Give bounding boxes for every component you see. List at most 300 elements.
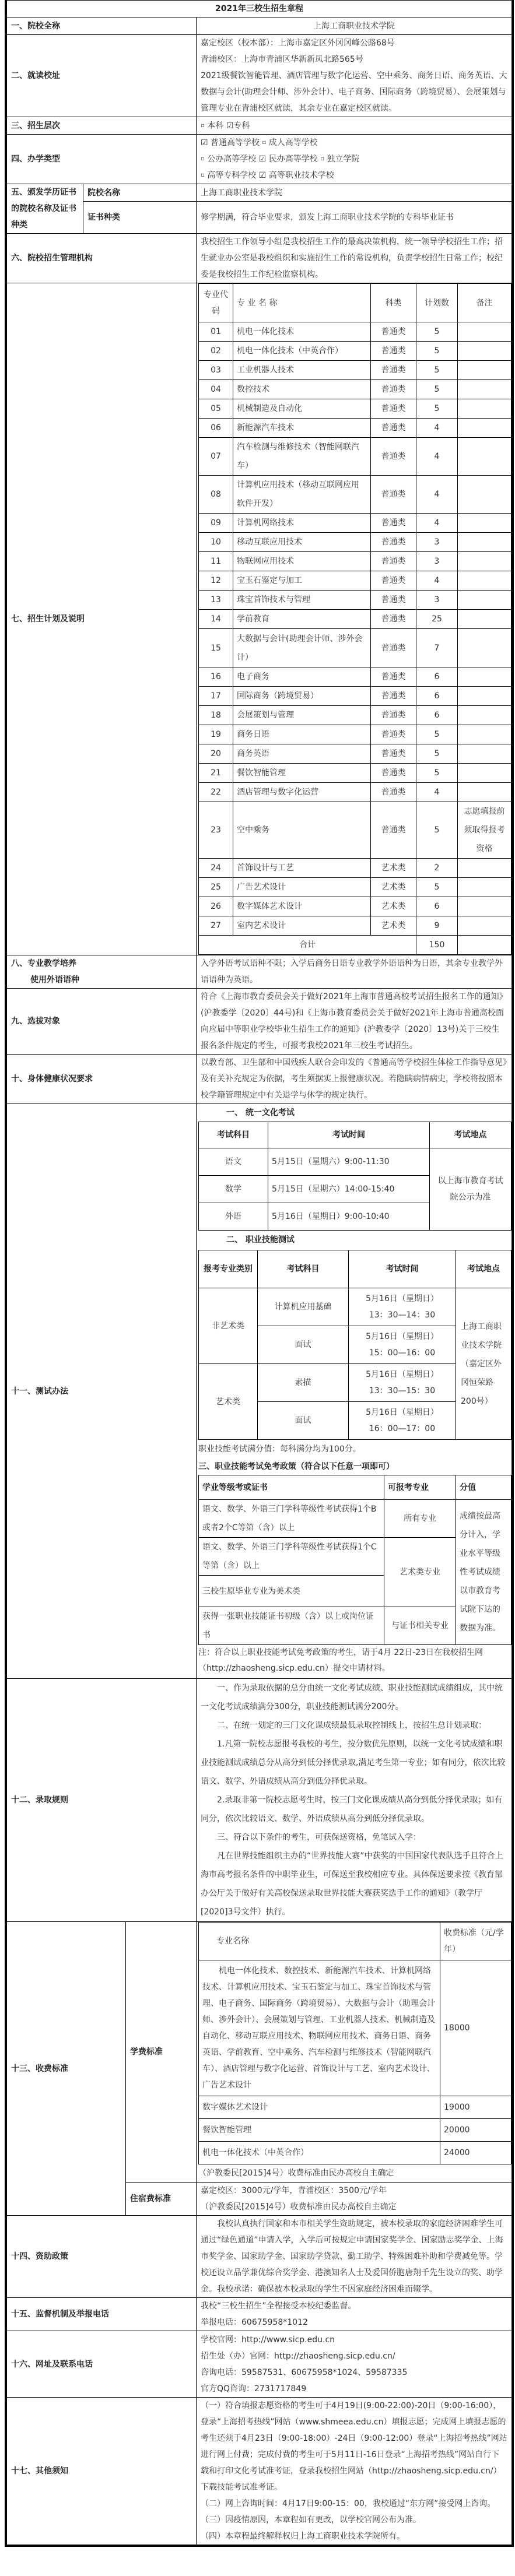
- exam-time: 5月15日（星期六）14:00-15:40: [268, 1176, 430, 1203]
- plan-code: 25: [199, 878, 233, 897]
- rule-para: 1.凡第一院校志愿报考我校的考生，按分数优先原则，以统一文化考试成绩和职业技能测试成绩总分从高分到低分择优录取,满足考生第一专业；如有同分，依次比较语文、数学、外语成绩从高分到低分择优录取。: [201, 1739, 506, 1786]
- part3-title: 三、职业技能考试免考政策（符合以下任意一项即可）: [198, 1462, 394, 1471]
- note-para: （一）符合填报志愿资格的考生可于4月19日(9:00-22:00)-20日（9:00-16:00），登录“上海招考热线”网站（www.shmeea.edu.cn）填报志愿；完成网上填报志愿的考生还须于4月23日（9:00-18:00）-24日（9:00-12:00）登录“上海招考热线”网站进行网上付费；完成付费的考生可于5月11日-16日登录“上海招考热线”网站自行下载和打印文化考试准考证，登录我校招生网站（http://zhaosheng.sicp.edu.cn/）下载技能考试准考证。: [201, 2401, 507, 2492]
- section-4-label: 四、办学类型: [7, 135, 197, 184]
- plan-code: 07: [199, 438, 233, 476]
- health-requirement-text: 以教育部、卫生部和中国残疾人联合会印发的《普通高等学校招生体检工作指导意见》及有关补充规定为依据，考生须据实上报健康状况。若隐瞒病情病史，学校将按照本校学籍管理规定中有关退学与休学的规定执行。: [197, 1055, 512, 1104]
- school-type: [197, 135, 512, 184]
- skill-subject: 计算机应用基础: [258, 1288, 349, 1326]
- plan-category: 普通类: [371, 380, 416, 399]
- plan-category: 普通类: [371, 591, 416, 610]
- plan-category: 普通类: [371, 342, 416, 361]
- enroll-level: [197, 117, 512, 135]
- plan-code: 18: [199, 706, 233, 725]
- plan-total-note: [458, 936, 512, 955]
- type-option: 民办高等学校: [268, 154, 318, 164]
- section-15-label: 十五、监督机制及举报电话: [7, 2298, 197, 2331]
- exempt-cond: 三校生原毕业专业为美术类: [199, 1576, 384, 1607]
- plan-row: [199, 514, 512, 533]
- col-header-code: 专业代码: [199, 284, 233, 322]
- exam-subject: 外语: [199, 1203, 268, 1231]
- official-qq: 官方QQ咨询：2731717849: [201, 2384, 307, 2394]
- plan-category: 普通类: [371, 419, 416, 438]
- plan-major-name: 电子商务: [233, 667, 371, 687]
- plan-code: 20: [199, 744, 233, 764]
- exam-header-time: 考试时间: [268, 1122, 430, 1148]
- plan-code: 04: [199, 380, 233, 399]
- exam-time: 5月15日（星期六）9:00-11:30: [268, 1148, 430, 1176]
- plan-category: 普通类: [371, 802, 416, 859]
- plan-major-name: 广告艺术设计: [233, 878, 371, 897]
- plan-category: 普通类: [371, 571, 416, 591]
- plan-major-name: 计算机应用技术（移动互联网应用软件开发）: [233, 476, 371, 514]
- plan-major-name: 室内艺术设计: [233, 916, 371, 936]
- plan-cell: [197, 283, 512, 955]
- exempt-cond: 语文、数学、外语三门学科等级性考试获得1个B或者2个C等第（含）以上: [199, 1500, 384, 1538]
- skill-subject: 面试: [258, 1402, 349, 1440]
- dorm-fee-line1: 嘉定校区：3000元/学年，青浦校区：3500元/学年: [201, 2186, 387, 2195]
- exempt-major: 所有专业: [384, 1500, 456, 1538]
- plan-category: 普通类: [371, 438, 416, 476]
- other-notes: [197, 2398, 512, 2545]
- plan-major-name: 机电一体化技术（中英合作）: [233, 342, 371, 361]
- part2-title: 二、 职业技能测试: [226, 1235, 295, 1245]
- plan-count: 5: [416, 380, 458, 399]
- plan-category: 普通类: [371, 514, 416, 533]
- exemption-table: [198, 1475, 512, 1645]
- plan-note: [458, 859, 512, 878]
- plan-category: 艺术类: [371, 897, 416, 916]
- plan-code: 16: [199, 667, 233, 687]
- plan-category: 普通类: [371, 725, 416, 744]
- plan-count: 5: [416, 322, 458, 342]
- selection-target-text: 符合《上海市教育委员会关于做好2021年上海市普通高校考试招生报名工作的通知》(沪教委学〔2020〕44号)和《上海市教育委员会关于做好2021年上海市普通高校面向应届中等职业学校毕业生招生工作的通知》(沪教委学〔2020〕13号)关于三校生报名条件规定的考生，可报考我校2021年三校生考试招生。: [197, 989, 512, 1055]
- plan-major-name: 珠宝首饰技术与管理: [233, 591, 371, 610]
- exempt-header-score: 分值: [456, 1475, 512, 1500]
- type-option: 独立学院: [327, 154, 360, 164]
- unchecked-box-icon: ▫: [201, 172, 205, 178]
- plan-code: 22: [199, 783, 233, 802]
- plan-row: [199, 419, 512, 438]
- skill-header-time: 考试时间: [349, 1250, 456, 1288]
- report-phone: 举报电话：60675958*1012: [201, 2318, 308, 2327]
- plan-code: 12: [199, 571, 233, 591]
- plan-note: [458, 533, 512, 552]
- plan-count: 5: [416, 802, 458, 859]
- plan-category: 艺术类: [371, 916, 416, 936]
- level-option: 本科: [207, 121, 224, 131]
- plan-category: 艺术类: [371, 878, 416, 897]
- plan-count: 5: [416, 725, 458, 744]
- contact-info: [197, 2331, 512, 2398]
- checked-box-icon: ☑: [258, 154, 267, 164]
- level-option: 专科: [233, 121, 250, 131]
- plan-major-name: 空中乘务: [233, 802, 371, 859]
- plan-note: [458, 591, 512, 610]
- rule-para: 2.录取非第一院校志愿考生时，按三门文化课成绩从高分到低分择优录取；如有同分，依次比较语文、数学、外语成绩从高分到低分择优录取。: [201, 1795, 503, 1823]
- plan-row: [199, 897, 512, 916]
- plan-count: 6: [416, 667, 458, 687]
- plan-count: 4: [416, 438, 458, 476]
- plan-code: 06: [199, 419, 233, 438]
- school-full-name: 上海工商职业技术学院: [197, 17, 512, 35]
- plan-count: 4: [416, 514, 458, 533]
- plan-count: 9: [416, 916, 458, 936]
- plan-row: [199, 629, 512, 667]
- plan-row: [199, 687, 512, 706]
- dorm-fee: [197, 2183, 512, 2216]
- plan-count: 7: [416, 629, 458, 667]
- campus-jiading: 嘉定校区（校本部）：上海市嘉定区外冈冈峰公路68号: [201, 38, 395, 48]
- plan-code: 19: [199, 725, 233, 744]
- fee-majors: 机电一体化技术（中英合作）: [199, 2142, 440, 2164]
- test-method-cell: [197, 1104, 512, 1679]
- fee-table: [198, 1922, 512, 2164]
- note-para: （四）本章程最终解释权归上海工商职业技术学院所有。: [201, 2532, 405, 2541]
- campus-address: [197, 35, 512, 117]
- plan-major-name: 物联网应用技术: [233, 552, 371, 571]
- plan-category: 普通类: [371, 322, 416, 342]
- plan-note: [458, 361, 512, 380]
- plan-row: [199, 667, 512, 687]
- plan-major-name: 国际商务（跨境贸易）: [233, 687, 371, 706]
- financial-aid-text: 我校认真执行国家和本市相关学生资助规定，被本校录取的家庭经济困难学生可通过“绿色通道”申请入学，入学后可按规定申请国家奖学金、国家励志奖学金、上海市奖学金、国家助学金、国家助学贷款、勤工助学、特殊困难补助和学费减免等。学校还设立品学兼优综合奖学金、港澳知名人士及爱国侨胞唐翔千先生设立的奖、助学金。我校承诺：确保被本校录取的学生不因家庭经济困难而辍学。: [197, 2216, 512, 2298]
- col-header-plan: 计划数: [416, 284, 458, 322]
- plan-count: 3: [416, 533, 458, 552]
- type-option: 普通高等学校: [211, 138, 260, 147]
- checked-box-icon: ☑: [226, 121, 234, 131]
- cert-type-label: 证书种类: [83, 202, 197, 234]
- admission-charter-table: [5, 0, 514, 2547]
- section-13-label: 十三、收费标准: [7, 1922, 126, 2216]
- unchecked-box-icon: ▫: [262, 139, 267, 146]
- plan-row: [199, 783, 512, 802]
- exempt-cond: 获得一张职业技能证书初级（含）以上或岗位证书: [199, 1607, 384, 1645]
- enrollment-plan-table: [198, 283, 512, 955]
- part1-title: 一、 统一文化考试: [226, 1108, 295, 1117]
- plan-major-name: 新能源汽车技术: [233, 419, 371, 438]
- plan-note: 志愿填报前须取得报考资格: [458, 802, 512, 859]
- exempt-header-major: 可报考专业: [384, 1475, 456, 1500]
- type-option: 公办高等学校: [207, 154, 257, 164]
- section-10-label: 十、身体健康状况要求: [7, 1055, 197, 1104]
- dorm-fee-line2: （沪教委民[2015]4号）收费标准由民办高校自主确定: [201, 2202, 397, 2212]
- plan-row: [199, 725, 512, 744]
- plan-row: [199, 878, 512, 897]
- plan-category: 普通类: [371, 764, 416, 783]
- plan-count: 3: [416, 552, 458, 571]
- school-type-line: [201, 167, 507, 184]
- section-7-label: 七、招生计划及说明: [7, 283, 197, 955]
- plan-major-name: 大数据与会计(助理会计师、涉外会计）: [233, 629, 371, 667]
- plan-code: 21: [199, 764, 233, 783]
- plan-row: [199, 591, 512, 610]
- plan-major-name: 计算机网络技术: [233, 514, 371, 533]
- plan-row: [199, 764, 512, 783]
- plan-count: 4: [416, 419, 458, 438]
- plan-note: [458, 476, 512, 514]
- section-9-label: 九、选拔对象: [7, 989, 197, 1055]
- exempt-major: 艺术类专业: [384, 1538, 456, 1607]
- campus-note: 2021级餐饮智能管理、酒店管理与数字化运营、空中乘务、商务日语、商务英语、大数据与会计(助理会计师、涉外会计）、电子商务、国际商务（跨境贸易）、会展策划与管理专业在青浦校区就读，其余专业在嘉定校区就读。: [201, 71, 507, 113]
- plan-row: [199, 533, 512, 552]
- unchecked-box-icon: ▫: [320, 156, 324, 162]
- fee-majors: 餐饮智能管理: [199, 2119, 440, 2142]
- plan-major-name: 学前教育: [233, 610, 371, 629]
- plan-code: 15: [199, 629, 233, 667]
- plan-category: 普通类: [371, 552, 416, 571]
- section-16-label: 十六、网址及联系电话: [7, 2331, 197, 2398]
- plan-count: 5: [416, 361, 458, 380]
- rule-para: 三、符合以下条件的考生，可获保送资格，免笔试入学：: [217, 1833, 421, 1842]
- plan-row: [199, 916, 512, 936]
- plan-row: [199, 859, 512, 878]
- plan-major-name: 首饰设计与工艺: [233, 859, 371, 878]
- plan-row: [199, 744, 512, 764]
- plan-total-row: [199, 936, 512, 955]
- school-type-line: [201, 135, 507, 151]
- plan-count: 2: [416, 859, 458, 878]
- plan-major-name: 工业机器人技术: [233, 361, 371, 380]
- plan-note: [458, 916, 512, 936]
- school-type-line: [201, 151, 507, 167]
- plan-count: 3: [416, 591, 458, 610]
- plan-code: 13: [199, 591, 233, 610]
- school-name-label: 院校名称: [83, 184, 197, 202]
- plan-category: 普通类: [371, 533, 416, 552]
- plan-count: 5: [416, 878, 458, 897]
- plan-row: [199, 438, 512, 476]
- skill-category: 艺术类: [199, 1364, 258, 1440]
- plan-code: 27: [199, 916, 233, 936]
- exempt-header-cond: 学业等级考或证书: [199, 1475, 384, 1500]
- note-para: （二）网上咨询时间：4月17日9:00-15：00，我校通过“东方网”接受网上咨询。: [201, 2499, 496, 2508]
- note-para: （三）因疫情原因，本章程如有更改，以学校官网公布为准。: [201, 2515, 421, 2525]
- exempt-note-line1: 注：符合以上职业技能考试免考政策的考生，请于4月 22日-23日在我校招生网: [198, 1648, 484, 1657]
- section-3-label: 三、招生层次: [7, 117, 197, 135]
- page-title: 2021年三校生招生章程: [7, 1, 512, 17]
- section-17-label: 十七、其他须知: [7, 2398, 197, 2545]
- plan-total-value: 150: [416, 936, 458, 955]
- plan-count: 5: [416, 399, 458, 419]
- plan-code: 01: [199, 322, 233, 342]
- plan-category: 普通类: [371, 399, 416, 419]
- plan-category: 普通类: [371, 610, 416, 629]
- section-14-label: 十四、资助政策: [7, 2216, 197, 2298]
- foreign-language-text: 入学外语考试语种不限；入学后商务日语专业教学外语语种为日语，其余专业教学外语语种为英语。: [197, 955, 512, 989]
- exam-place: 以上海市教育考试院公示为准: [430, 1148, 512, 1231]
- section-11-label: 十一、测试办法: [7, 1104, 197, 1679]
- rule-para: 一、作为录取依据的总分由统一文化考试成绩、职业技能测试成绩组成，其中统一文化考试成绩满分300分，职业技能测试满分200分。: [201, 1684, 503, 1712]
- plan-note: [458, 438, 512, 476]
- unchecked-box-icon: ▫: [201, 122, 205, 129]
- rule-para: 凡在世界技能组织主办的“世界技能大赛”中获奖的中国国家代表队选手且符合上海市高考报名条件的中职毕业生，可保送至我校相应专业。具体保送要求按《教育部办公厅关于做好有关高校保送录取世界技能大赛获奖选手工作的通知》（教学厅[2020]3号文件）执行。: [201, 1851, 503, 1917]
- plan-note: [458, 897, 512, 916]
- plan-code: 24: [199, 859, 233, 878]
- plan-row: [199, 802, 512, 859]
- plan-row: [199, 322, 512, 342]
- plan-code: 17: [199, 687, 233, 706]
- plan-category: 艺术类: [371, 859, 416, 878]
- plan-code: 11: [199, 552, 233, 571]
- plan-note: [458, 399, 512, 419]
- plan-category: 普通类: [371, 361, 416, 380]
- skill-header-category: 报考专业类别: [199, 1250, 258, 1288]
- supervision: [197, 2298, 512, 2331]
- exempt-note-line2: （http://zhaosheng.sicp.edu.cn）提交申请材料。: [198, 1664, 390, 1673]
- plan-note: [458, 552, 512, 571]
- fee-header-major: 专业名称: [199, 1923, 440, 1960]
- exam-time: 5月16日（星期日）9:00-10:40: [268, 1203, 430, 1231]
- plan-category: 普通类: [371, 783, 416, 802]
- plan-code: 23: [199, 802, 233, 859]
- plan-note: [458, 687, 512, 706]
- plan-category: 普通类: [371, 476, 416, 514]
- skill-category: 非艺术类: [199, 1288, 258, 1364]
- skill-time: 5月16日（星期日） 13：30—14：30: [349, 1288, 456, 1326]
- plan-note: [458, 878, 512, 897]
- plan-note: [458, 744, 512, 764]
- plan-code: 26: [199, 897, 233, 916]
- plan-note: [458, 667, 512, 687]
- fee-value: 19000: [440, 2096, 512, 2119]
- plan-count: 5: [416, 744, 458, 764]
- skill-subject: 素描: [258, 1364, 349, 1402]
- plan-row: [199, 361, 512, 380]
- cert-type-value: 修学期满，符合毕业要求，颁发上海工商职业技术学院的专科毕业证书: [197, 202, 512, 234]
- plan-major-name: 商务日语: [233, 725, 371, 744]
- cert-school-name: 上海工商职业技术学院: [197, 184, 512, 202]
- supervision-text: 我校“三校生招生”全程接受本校纪委监督。: [201, 2301, 356, 2311]
- plan-note: [458, 610, 512, 629]
- section-8-label: [7, 955, 197, 989]
- skill-time: 5月16日（星期日） 16：00—17：00: [349, 1402, 456, 1440]
- unchecked-box-icon: ▫: [201, 156, 205, 162]
- section-5-label: 五、颁发学历证书的院校名称及证书种类: [7, 184, 83, 234]
- tuition-note: （沪教委民[2015]4号）收费标准由民办高校自主确定: [198, 2169, 394, 2178]
- plan-major-name: 酒店管理与数字化运营: [233, 783, 371, 802]
- section-1-label: 一、院校全称: [7, 17, 197, 35]
- tuition-label: 学费标准: [126, 1922, 197, 2183]
- plan-code: 03: [199, 361, 233, 380]
- skill-header-place: 考试地点: [456, 1250, 512, 1288]
- fee-value: 20000: [440, 2119, 512, 2142]
- campus-qingpu: 青浦校区：上海市青浦区华新新凤北路565号: [201, 55, 363, 64]
- plan-note: [458, 514, 512, 533]
- plan-note: [458, 342, 512, 361]
- exempt-cond: 语文、数学、外语三门学科等级性考试获得1个C等第（含）以上: [199, 1538, 384, 1576]
- plan-count: 25: [416, 610, 458, 629]
- plan-row: [199, 342, 512, 361]
- admission-office-text: 我校招生工作领导小组是我校招生工作的最高决策机构，统一领导学校招生工作；招生就业办公室是我校组织和实施招生工作的常设机构，负责学校招生日常工作；校纪委是我校招生工作纪检监察机构。: [197, 234, 512, 283]
- fee-majors: 机电一体化技术、数控技术、新能源汽车技术、计算机网络技术、计算机应用技术、宝玉石鉴定与加工、珠宝首饰技术与管理、电子商务、国际商务（跨境贸易）、大数据与会计（助理会计师、涉外会计）、会展策划与管理、工业机器人技术、机械制造及自动化、移动互联应用技术、物联网应用技术、商务日语、商务英语、学前教育、空中乘务、汽车检测与维修技术（智能网联汽车）、酒店管理与数字化运营、首饰设计与工艺、室内艺术设计、广告艺术设计: [199, 1960, 440, 2096]
- plan-category: 普通类: [371, 687, 416, 706]
- plan-major-name: 汽车检测与维修技术（智能网联汽车）: [233, 438, 371, 476]
- plan-count: 6: [416, 706, 458, 725]
- plan-count: 5: [416, 764, 458, 783]
- skill-score-note: 职业技能考试满分值：每科满分均为100分。: [198, 1445, 361, 1454]
- plan-major-name: 餐饮智能管理: [233, 764, 371, 783]
- exempt-score: 成绩按最高分计入，学业水平等级性考试成绩以市教育考试院下达的数据为准。: [456, 1500, 512, 1645]
- plan-count: 4: [416, 476, 458, 514]
- exam-subject: 数学: [199, 1176, 268, 1203]
- main-table: [6, 0, 512, 2545]
- exam-subject: 语文: [199, 1148, 268, 1176]
- plan-major-name: 商务英语: [233, 744, 371, 764]
- plan-note: [458, 764, 512, 783]
- plan-category: 普通类: [371, 706, 416, 725]
- plan-row: [199, 706, 512, 725]
- checked-box-icon: ☑: [258, 171, 267, 180]
- plan-row: [199, 380, 512, 399]
- skill-test-table: [198, 1250, 512, 1440]
- exempt-major: 与证书相关专业: [384, 1607, 456, 1645]
- checked-box-icon: ☑: [201, 138, 208, 147]
- plan-note: [458, 725, 512, 744]
- plan-major-name: 宝玉石鉴定与加工: [233, 571, 371, 591]
- rule-para: 二、在统一划定的三门文化课成绩最低录取控制线上，按招生总计划录取：: [217, 1721, 486, 1730]
- plan-major-name: 会展策划与管理: [233, 706, 371, 725]
- admission-rules: [197, 1679, 512, 1922]
- section-12-label: 十二、录取规则: [7, 1679, 197, 1922]
- plan-note: [458, 706, 512, 725]
- plan-category: 普通类: [371, 629, 416, 667]
- plan-code: 02: [199, 342, 233, 361]
- plan-count: 6: [416, 897, 458, 916]
- col-header-type: 科类: [371, 284, 416, 322]
- section-8-label-line1: 八、专业教学培养: [11, 959, 76, 968]
- col-header-name: 专 业 名 称: [233, 284, 371, 322]
- plan-total-label: 合计: [199, 936, 416, 955]
- school-website: 学校官网：http://www.sicp.edu.cn: [201, 2335, 335, 2345]
- fee-majors: 数字媒体艺术设计: [199, 2096, 440, 2119]
- tuition-cell: [197, 1922, 512, 2183]
- plan-count: 4: [416, 571, 458, 591]
- section-6-label: 六、院校招生管理机构: [7, 234, 197, 283]
- plan-row: [199, 476, 512, 514]
- skill-header-subject: 考试科目: [258, 1250, 349, 1288]
- plan-count: 6: [416, 687, 458, 706]
- plan-row: [199, 399, 512, 419]
- plan-code: 14: [199, 610, 233, 629]
- plan-note: [458, 571, 512, 591]
- plan-note: [458, 629, 512, 667]
- plan-count: 4: [416, 783, 458, 802]
- plan-count: 5: [416, 342, 458, 361]
- admission-website: 招生处（办）官网：http://zhaosheng.sicp.edu.cn/: [201, 2351, 395, 2361]
- plan-major-name: 移动互联应用技术: [233, 533, 371, 552]
- plan-major-name: 机电一体化技术: [233, 322, 371, 342]
- plan-code: 05: [199, 399, 233, 419]
- skill-place: 上海工商职业技术学院（嘉定区外冈恒荣路200号）: [456, 1288, 512, 1440]
- plan-major-name: 数字媒体艺术设计: [233, 897, 371, 916]
- consult-phone: 咨询电话：59587531、60675958*1024、59587335: [201, 2367, 408, 2377]
- plan-row: [199, 610, 512, 629]
- exam-header-place: 考试地点: [430, 1122, 512, 1148]
- plan-row: [199, 552, 512, 571]
- plan-note: [458, 322, 512, 342]
- plan-code: 08: [199, 476, 233, 514]
- col-header-note: 备注: [458, 284, 512, 322]
- plan-category: 普通类: [371, 744, 416, 764]
- plan-major-name: 数控技术: [233, 380, 371, 399]
- skill-time: 5月16日（星期日） 15：00—16：00: [349, 1326, 456, 1364]
- plan-code: 09: [199, 514, 233, 533]
- skill-time: 5月16日（星期日） 13：30—15：30: [349, 1364, 456, 1402]
- type-option: 成人高等学校: [268, 138, 318, 147]
- plan-note: [458, 419, 512, 438]
- type-option: 高等专科学校: [207, 171, 257, 180]
